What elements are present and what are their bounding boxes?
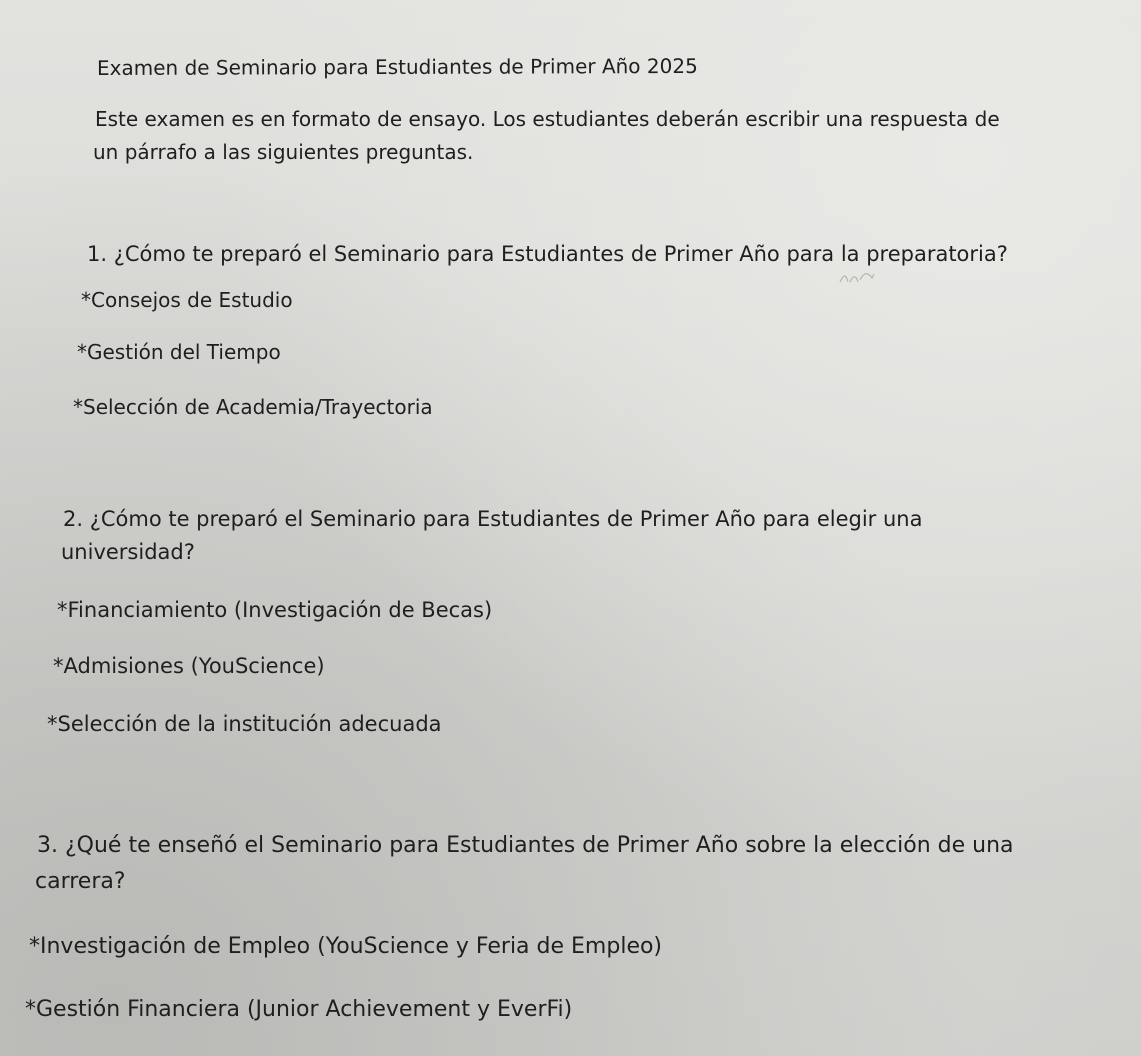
question-2-bullet-institution-selection: *Selección de la institución adecuada xyxy=(47,712,442,736)
pencil-scribble-mark xyxy=(838,270,878,286)
question-2-line-2: universidad? xyxy=(61,540,195,564)
question-1-bullet-time-management: *Gestión del Tiempo xyxy=(77,340,281,364)
question-2-line-1: 2. ¿Cómo te preparó el Seminario para Estudiantes de Primer Año para elegir una xyxy=(63,507,923,531)
question-3-line-1: 3. ¿Qué te enseñó el Seminario para Estudiantes de Primer Año sobre la elección de una xyxy=(37,833,1014,858)
question-3-bullet-financial-management: *Gestión Financiera (Junior Achievement y EverFi) xyxy=(25,997,573,1022)
question-3-line-2: carrera? xyxy=(35,869,126,894)
question-1: 1. ¿Cómo te preparó el Seminario para Estudiantes de Primer Año para la preparatoria? xyxy=(87,242,1008,266)
question-3-bullet-job-research: *Investigación de Empleo (YouScience y Feria de Empleo) xyxy=(29,934,663,959)
question-2-bullet-admissions: *Admisiones (YouScience) xyxy=(53,654,325,678)
instructions-line-1: Este examen es en formato de ensayo. Los estudiantes deberán escribir una respuesta de xyxy=(95,107,1000,131)
exam-title: Examen de Seminario para Estudiantes de Primer Año 2025 xyxy=(96,53,698,80)
question-1-bullet-academy-selection: *Selección de Academia/Trayectoria xyxy=(73,395,433,419)
instructions-line-2: un párrafo a las siguientes preguntas. xyxy=(93,140,474,164)
question-1-bullet-study-tips: *Consejos de Estudio xyxy=(81,288,293,312)
question-2-bullet-financing: *Financiamiento (Investigación de Becas) xyxy=(57,598,493,622)
